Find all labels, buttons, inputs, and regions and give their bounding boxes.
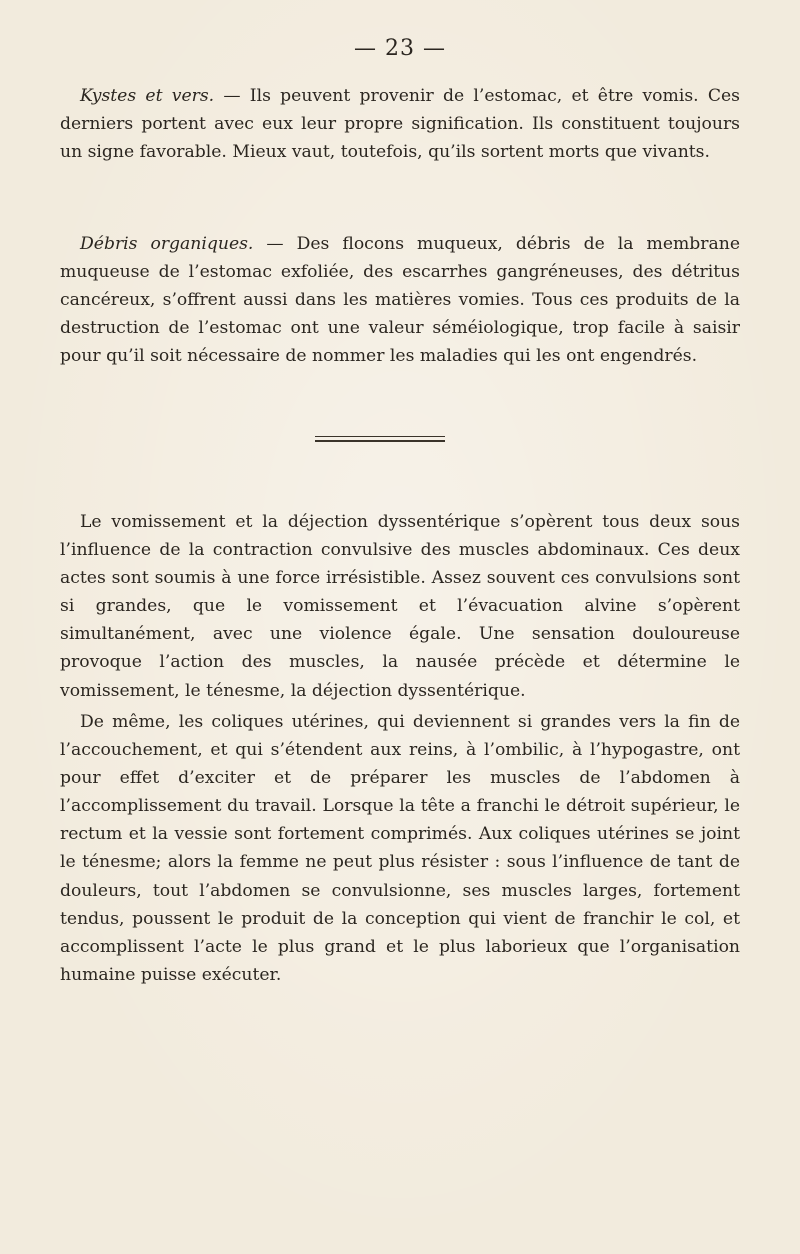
body-paragraph-coliques bbox=[60, 708, 740, 989]
section-paragraph bbox=[60, 82, 740, 166]
section-paragraph bbox=[60, 230, 740, 370]
section-text: — Ils peuvent provenir de l’estomac, et être vomis. Ces derniers portent avec eux leur propre signification. Ils constituent toujours un signe favorable. Mieux vaut, toutefois, qu’ils sortent morts que vivants. bbox=[60, 86, 740, 163]
section-debris-organiques bbox=[60, 230, 740, 370]
section-heading: Kystes et vers. bbox=[80, 86, 215, 106]
body-paragraph: De même, les coliques utérines, qui deviennent si grandes vers la fin de l’accouchement, et qui s’étendent aux reins, à l’ombilic, à l’hypogastre, ont pour effet d’exciter et de préparer les muscles de l’abdomen à l’accomplissement du travail. Lorsque la tête a franchi le détroit supérieur, le rectum et la vessie sont fortement comprimés. Aux coliques utérines se joint le ténesme; alors la femme ne peut plus résister : sous l’influence de tant de douleurs, tout l’abdomen se convulsionne, ses muscles larges, fortement tendus, poussent le produit de la conception qui vient de franchir le col, et accomplissent l’acte le plus grand et le plus laborieux que l’organisation humaine puisse exécuter. bbox=[60, 712, 740, 985]
section-kystes-et-vers bbox=[60, 82, 740, 166]
section-text: — Des flocons muqueux, débris de la membrane muqueuse de l’estomac exfoliée, des escarrhes gangréneuses, des détritus cancéreux, s’offrent aussi dans les matières vomies. Tous ces produits de la destruction de l’estomac ont une valeur séméiologique, trop facile à saisir pour qu’il soit nécessaire de nommer les maladies qui les ont engendrés. bbox=[60, 234, 741, 367]
section-divider bbox=[315, 436, 445, 442]
body-paragraph: Le vomissement et la déjection dyssentérique s’opèrent tous deux sous l’influence de la contraction convulsive des muscles abdominaux. Ces deux actes sont soumis à une force irrésistible. Assez souvent ces convulsions sont si grandes, que le vomissement et l’évacuation alvine s’opèrent simultanément, avec une violence égale. Une sensation douloureuse provoque l’action des muscles, la nausée précède et détermine le vomissement, le ténesme, la déjection dyssentérique. bbox=[60, 512, 740, 701]
section-heading: Débris organiques. bbox=[80, 234, 254, 254]
page-number: — 23 — bbox=[354, 36, 446, 61]
body-paragraph-vomissement bbox=[60, 508, 740, 705]
